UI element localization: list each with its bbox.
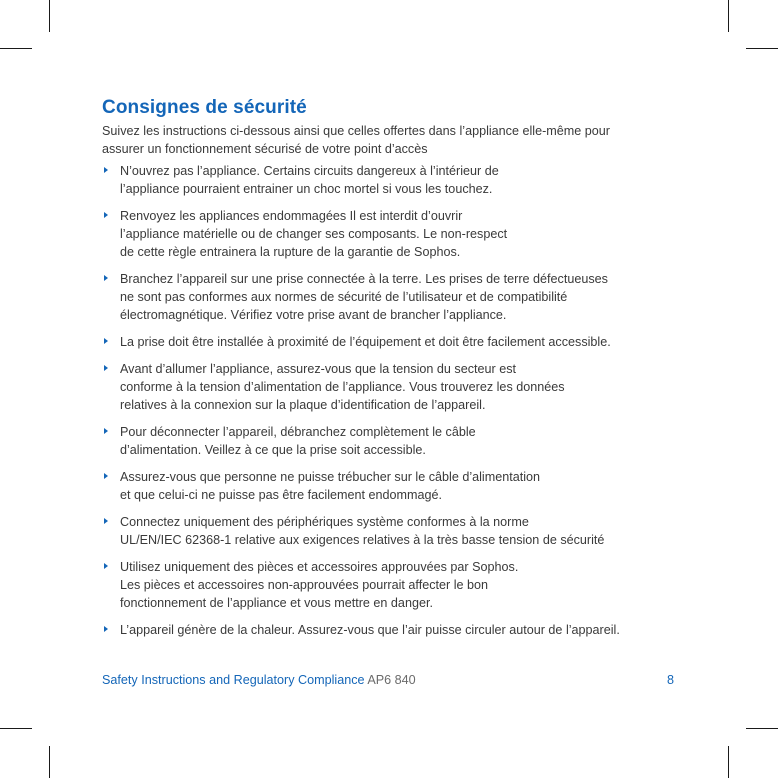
bullet-arrow-icon <box>104 338 108 344</box>
intro-line: assurer un fonctionnement sécurisé de votre point d’accès <box>102 142 428 156</box>
list-item <box>102 423 702 459</box>
intro-paragraph <box>102 122 702 158</box>
list-item-text: L’appareil génère de la chaleur. Assurez-vous que l’air puisse circuler autour de l’appareil. <box>120 623 620 637</box>
list-item <box>102 513 702 549</box>
list-item <box>102 333 702 351</box>
list-item-text: de cette règle entrainera la rupture de la garantie de Sophos. <box>120 245 461 259</box>
list-item-text: UL/EN/IEC 62368-1 relative aux exigences relatives à la très basse tension de sécurité <box>120 533 605 547</box>
list-item-text: Branchez l’appareil sur une prise connectée à la terre. Les prises de terre défectueuses <box>120 272 608 286</box>
crop-mark-bottom-right <box>728 746 729 778</box>
bullet-arrow-icon <box>104 275 108 281</box>
list-item-text: l’appliance pourraient entrainer un choc mortel si vous les touchez. <box>120 182 493 196</box>
list-item <box>102 621 702 639</box>
footer-model-name: AP6 840 <box>367 673 416 687</box>
list-item <box>102 270 702 324</box>
list-item-text: électromagnétique. Vérifiez votre prise avant de brancher l’appliance. <box>120 308 507 322</box>
list-item-text: Les pièces et accessoires non-approuvées pourrait affecter le bon <box>120 578 489 592</box>
crop-mark-top-left <box>49 0 50 32</box>
list-item-text: conforme à la tension d’alimentation de l’appliance. Vous trouverez les données <box>120 380 565 394</box>
list-item-text: Utilisez uniquement des pièces et accessoires approuvées par Sophos. <box>120 560 519 574</box>
list-item-text: Pour déconnecter l’appareil, débranchez complètement le câble <box>120 425 476 439</box>
bullet-arrow-icon <box>104 473 108 479</box>
bullet-arrow-icon <box>104 167 108 173</box>
page-title: Consignes de sécurité <box>102 97 307 118</box>
list-item-text: ne sont pas conformes aux normes de sécurité de l’utilisateur et de compatibilité <box>120 290 568 304</box>
list-item-text: l’appliance matérielle ou de changer ses composants. Le non-respect <box>120 227 508 241</box>
list-item <box>102 162 702 198</box>
crop-mark-top-right <box>746 48 778 49</box>
list-item <box>102 360 702 414</box>
crop-mark-top-left <box>0 48 32 49</box>
list-item-text: relatives à la connexion sur la plaque d’identification de l’appareil. <box>120 398 486 412</box>
crop-mark-bottom-left <box>0 728 32 729</box>
list-item-text: N’ouvrez pas l’appliance. Certains circuits dangereux à l’intérieur de <box>120 164 499 178</box>
bullet-arrow-icon <box>104 626 108 632</box>
safety-instructions-list <box>102 162 702 648</box>
list-item-text: fonctionnement de l’appliance et vous mettre en danger. <box>120 596 433 610</box>
intro-line: Suivez les instructions ci-dessous ainsi que celles offertes dans l’appliance elle-même pour <box>102 124 610 138</box>
crop-mark-bottom-left <box>49 746 50 778</box>
list-item-text: Assurez-vous que personne ne puisse trébucher sur le câble d’alimentation <box>120 470 541 484</box>
bullet-arrow-icon <box>104 212 108 218</box>
list-item-text: et que celui-ci ne puisse pas être facilement endommagé. <box>120 488 443 502</box>
page-number: 8 <box>666 673 674 687</box>
crop-mark-top-right <box>728 0 729 32</box>
list-item-text: d’alimentation. Veillez à ce que la prise soit accessible. <box>120 443 426 457</box>
list-item <box>102 207 702 261</box>
list-item-text: La prise doit être installée à proximité de l’équipement et doit être facilement accessible. <box>120 335 611 349</box>
crop-mark-bottom-right <box>746 728 778 729</box>
bullet-arrow-icon <box>104 563 108 569</box>
bullet-arrow-icon <box>104 428 108 434</box>
bullet-arrow-icon <box>104 365 108 371</box>
list-item-text: Connectez uniquement des périphériques système conformes à la norme <box>120 515 529 529</box>
page-footer <box>102 672 674 688</box>
list-item-text: Avant d’allumer l’appliance, assurez-vous que la tension du secteur est <box>120 362 516 376</box>
footer-document-title: Safety Instructions and Regulatory Compliance <box>102 673 365 687</box>
list-item <box>102 468 702 504</box>
list-item <box>102 558 702 612</box>
bullet-arrow-icon <box>104 518 108 524</box>
list-item-text: Renvoyez les appliances endommagées Il est interdit d’ouvrir <box>120 209 463 223</box>
